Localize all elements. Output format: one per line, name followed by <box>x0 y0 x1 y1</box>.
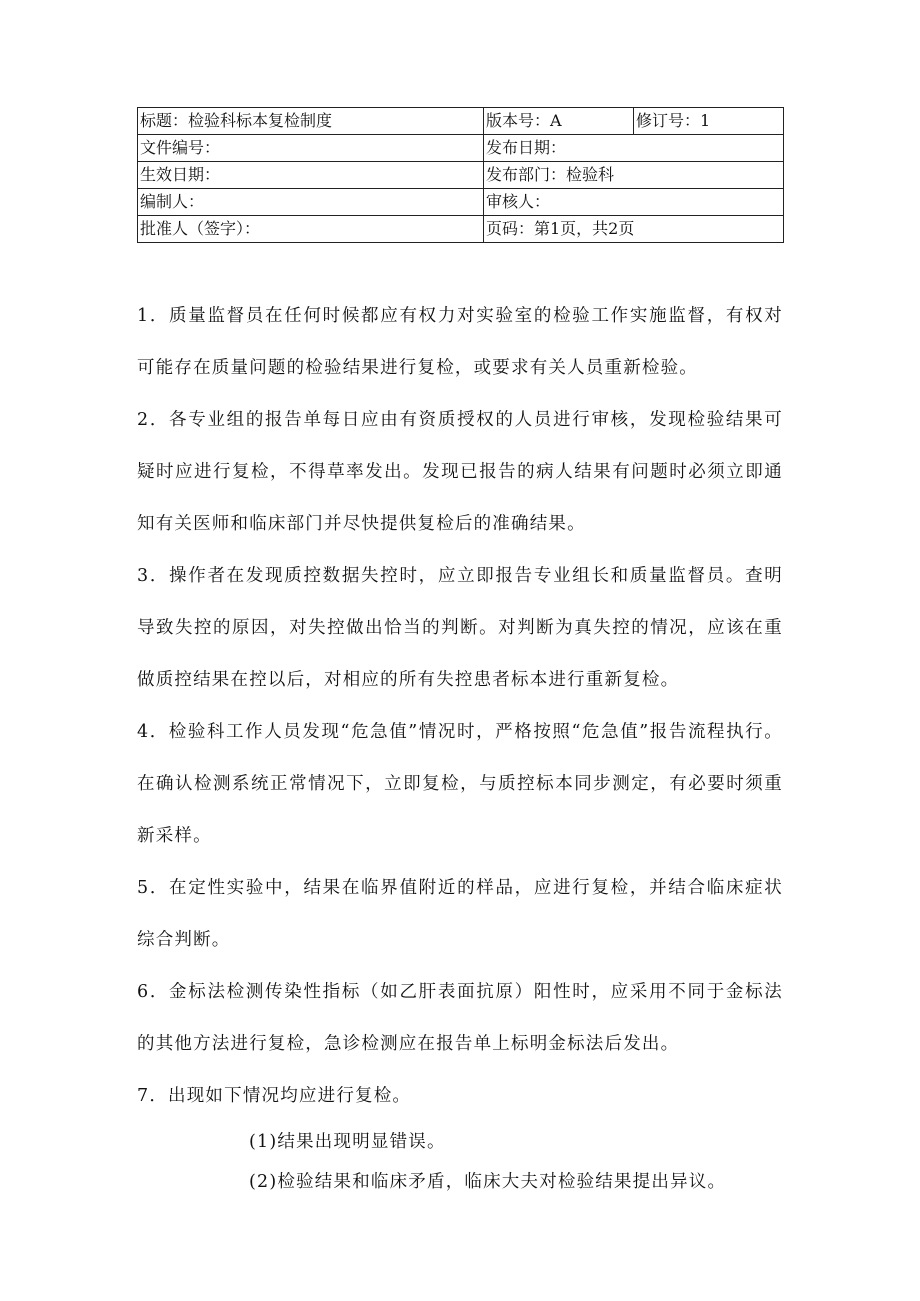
approver-cell: 批准人（签字）： <box>138 216 484 243</box>
clause-7: 7．出现如下情况均应进行复检。 <box>137 1086 412 1106</box>
clause-2: 2．各专业组的报告单每日应由有资质授权的人员进行审核，发现检验结果可疑时应进行复检，不得草率发出。发现已报告的病人结果有问题时必须立即通知有关医师和临床部门并尽快提供复检后的准确结果。 <box>137 410 783 534</box>
header-row <box>138 108 784 135</box>
clause-4: 4．检验科工作人员发现“危急值”情况时，严格按照“危急值”报告流程执行。在确认检测系统正常情况下，立即复检，与质控标本同步测定，有必要时须重新采样。 <box>137 722 783 846</box>
sub-clause-1: (1)结果出现明显错误。 <box>249 1132 446 1152</box>
page-info-cell: 页码：第1页，共2页 <box>484 216 784 243</box>
header-row <box>138 162 784 189</box>
document-body <box>137 290 783 1202</box>
document-title-cell: 标题：检验科标本复检制度 <box>138 108 484 135</box>
clause-5: 5．在定性实验中，结果在临界值附近的样品，应进行复检，并结合临床症状综合判断。 <box>137 878 783 950</box>
document-header-table <box>137 107 784 243</box>
publish-dept-cell: 发布部门：检验科 <box>484 162 784 189</box>
reviewer-cell: 审核人： <box>484 189 784 216</box>
clause-3: 3．操作者在发现质控数据失控时，应立即报告专业组长和质量监督员。查明导致失控的原因，对失控做出恰当的判断。对判断为真失控的情况，应该在重做质控结果在控以后，对相应的所有失控患者标本进行重新复检。 <box>137 566 783 690</box>
sub-clause-2: (2)检验结果和临床矛盾，临床大夫对检验结果提出异议。 <box>249 1172 727 1192</box>
doc-number-cell: 文件编号： <box>138 135 484 162</box>
revision-cell: 修订号：1 <box>634 108 784 135</box>
clause-6: 6．金标法检测传染性指标（如乙肝表面抗原）阳性时，应采用不同于金标法的其他方法进行复检，急诊检测应在报告单上标明金标法后发出。 <box>137 982 783 1054</box>
header-row <box>138 135 784 162</box>
clause-1: 1．质量监督员在任何时候都应有权力对实验室的检验工作实施监督，有权对可能存在质量问题的检验结果进行复检，或要求有关人员重新检验。 <box>137 306 783 378</box>
effective-date-cell: 生效日期： <box>138 162 484 189</box>
author-cell: 编制人： <box>138 189 484 216</box>
header-row <box>138 189 784 216</box>
version-cell: 版本号：A <box>484 108 634 135</box>
publish-date-cell: 发布日期： <box>484 135 784 162</box>
header-row <box>138 216 784 243</box>
